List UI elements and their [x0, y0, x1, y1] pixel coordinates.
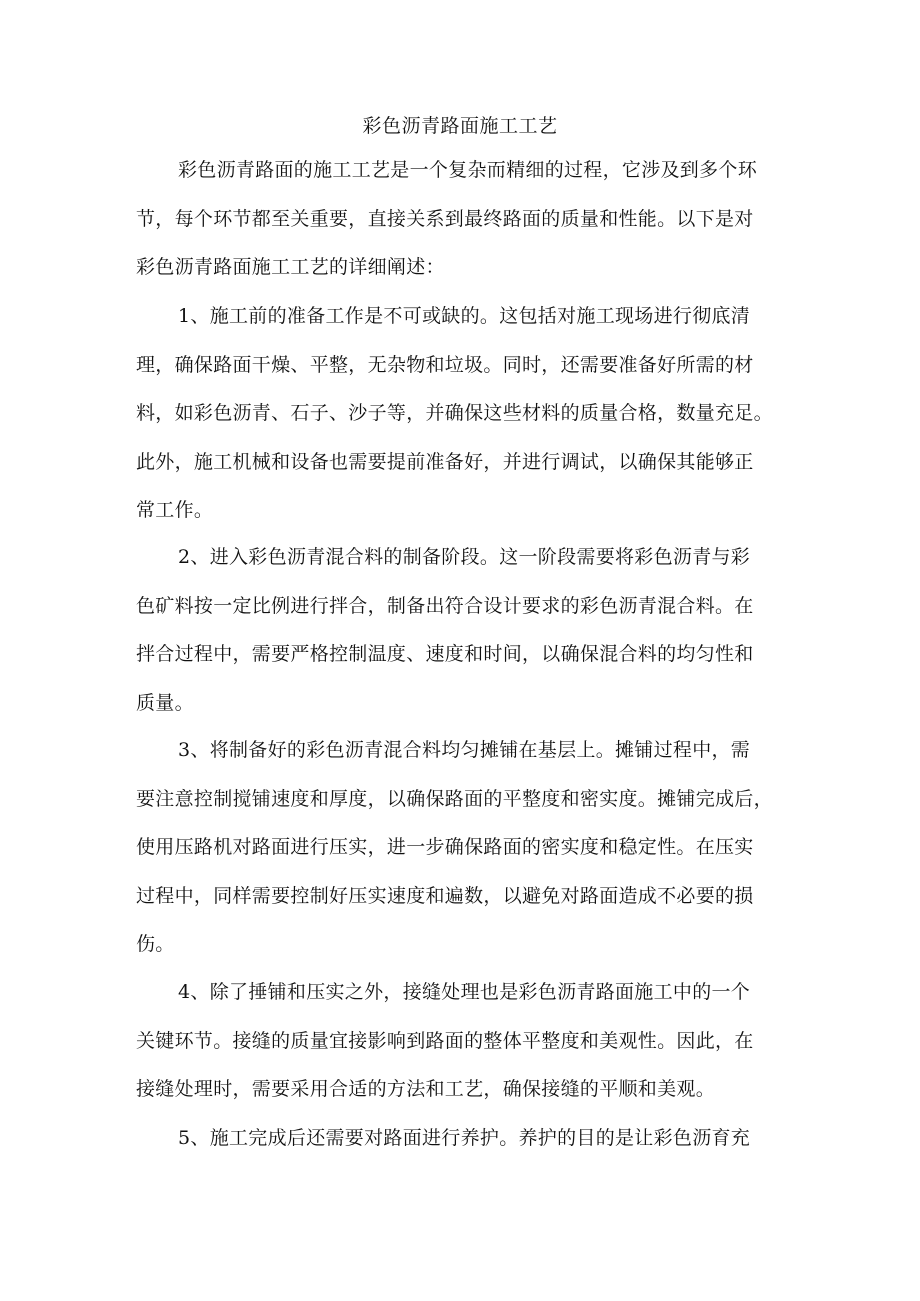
paragraph-line: 1、施工前的准备工作是不可或缺的。这包括对施工现场进行彻底清 [178, 305, 751, 327]
paragraph-line: 5、施工完成后还需要对路面进行养护。养护的目的是让彩色沥育充 [178, 1127, 751, 1149]
paragraph-step-3 [136, 726, 786, 969]
paragraph-line: 彩色沥青路面施工工艺的详细阐述： [136, 256, 445, 278]
paragraph-line: 4、除了捶铺和压实之外，接缝处理也是彩色沥青路面施工中的一个 [178, 981, 751, 1003]
paragraph-line: 3、将制备好的彩色沥青混合料均匀摊铺在基层上。摊铺过程中，需 [178, 739, 751, 761]
paragraph-line: 彩色沥青路面的施工工艺是一个复杂而精细的过程，它涉及到多个环 [178, 159, 758, 181]
paragraph-line: 2、进入彩色沥青混合料的制备阶段。这一阶段需要将彩色沥青与彩 [178, 546, 751, 568]
paragraph-line: 要注意控制搅铺速度和厚度，以确保路面的平整度和密实度。摊铺完成后， [136, 787, 773, 810]
paragraph-line: 料，如彩色沥青、石子、沙子等，并确保这些材料的质量合格，数量充足。 [136, 402, 773, 424]
paragraph-line: 关键环节。接缝的质量宜接影响到路面的整体平整度和美观性。因此，在 [136, 1029, 754, 1052]
paragraph-line: 常工作。 [136, 499, 214, 521]
paragraph-line: 过程中，同样需要控制好压实速度和遍数，以避免对路面造成不必要的损 [136, 884, 754, 907]
paragraph-line: 节，每个环节都至关重要，直接关系到最终路面的质量和性能。以下是对 [136, 207, 754, 230]
paragraph-step-5 [136, 1114, 786, 1163]
paragraph-step-1 [136, 292, 786, 535]
paragraph-line: 伤。 [136, 933, 175, 955]
paragraph-line: 色矿料按一定比例进行拌合，制备出符合设计要求的彩色沥青混合料。在 [136, 594, 754, 617]
paragraph-line: 此外，施工机械和设备也需要提前准备好，并进行调试，以确保其能够正 [136, 450, 754, 473]
paragraph-line: 理，确保路面干燥、平整，无杂物和垃圾。同时，还需要准备好所需的材 [136, 353, 754, 376]
paragraph-intro [136, 146, 786, 292]
paragraph-step-2 [136, 533, 786, 727]
paragraph-line: 拌合过程中，需要严格控制温度、速度和时间，以确保混合料的均匀性和 [136, 643, 754, 665]
paragraph-line: 使用压路机对路面进行压实，进一步确保路面的密实度和稳定性。在压实 [136, 836, 754, 858]
document-title: 彩色沥青路面施工工艺 [362, 115, 558, 137]
paragraph-step-4 [136, 968, 786, 1114]
paragraph-line: 质量。 [136, 691, 194, 714]
paragraph-line: 接缝处理时，需要采用合适的方法和工艺，确保接缝的平顺和美观。 [136, 1078, 716, 1100]
